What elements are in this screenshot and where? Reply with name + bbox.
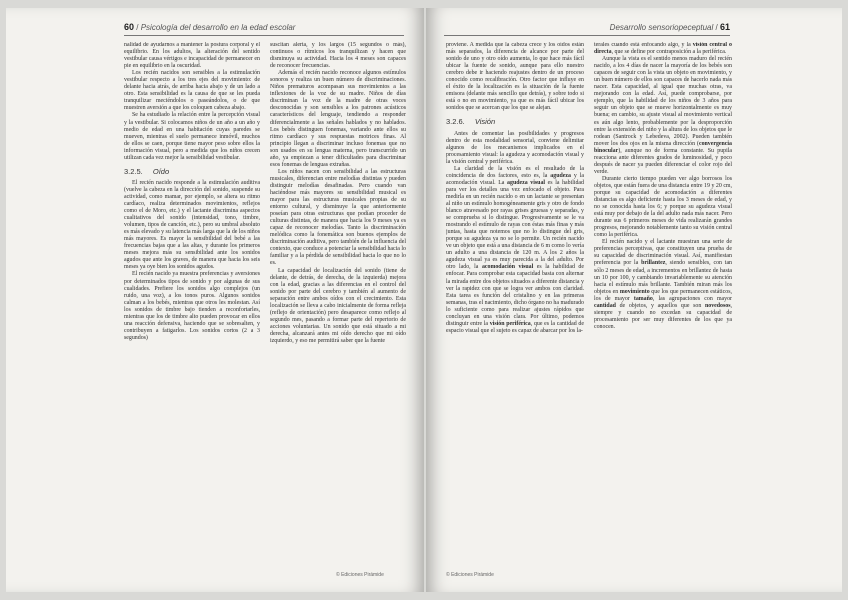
bold-term: agudeza visual <box>507 179 546 186</box>
left-page <box>6 8 424 592</box>
paragraph: El recién nacido responde a la estimulación auditiva (vuelve la cabeza en la dirección del sonido, suspende su actividad, como mamar, por ejemplo, se altera su ritmo cardíaco, realiza determinados movimientos, reflejos como el de Moro, etc.) y el lactante discrimina aspectos cualitativos del sonido (intensidad, tono, timbre, volumen, tipos de canción, etc.), pero su umbral absoluto es más elevado y su latencia más larga que la de los niños más mayores. Es mayor la sensibilidad del bebé a las frecuencias bajas que a las altas, y durante los primeros meses mejora más su sensibilidad ante los sonidos agudos que ante los graves, de manera que hacia los seis meses ya oye bien los sonidos agudos. <box>124 179 260 271</box>
paragraph: La claridad de la visión es el resultado de la coincidencia de dos factores, esto es, la agudeza y la acomodación visual. La agudeza visual es la habilidad para ver los detalles una vez enfocado el objeto. Para medirla en un recién nacido o en un lactante se presentan al niño un estímulo homogéneamente gris y otro de fondo blanco atravesado por rayas grises gruesas y separadas, y se comprueba si lo distingue. Progresivamente se le va mostrando el estímulo de rayas con éstas más finas y más juntas, hasta que notemos que no lo distingue del gris, porque su agudeza ya no se lo permite. Un recién nacido ve un objeto que está a una distancia de 6 m como lo vería un adulto a una distancia de 120 m. A los 2 años la agudeza visual ya es muy parecida a la del adulto. Por otro lado, la acomodación visual es la habilidad de enfocar. Para comprobar esta capacidad basta con alternar la mirada entre dos objetos situados a diferente distancia y ver la rapidez con que se logra ver ambos con claridad. Esta tarea es función del cristalino y en las primeras semanas, tras el nacimiento, dicho órgano no ha madurado lo suficiente como para realizar ajustes rápidos que concluyan en una visión clara. Por último, podemos distinguir entre la visión periférica, que es la cantidad de espacio visual que el sujeto es capaz de abarcar por los la- <box>446 165 584 334</box>
bold-term: visión central o directa <box>594 42 732 56</box>
right-page <box>426 8 842 592</box>
right-running-head: Desarrollo sensoriopeceptual / 61 <box>444 22 730 36</box>
left-footer: © Ediciones Pirámide <box>336 572 384 578</box>
right-running-title: Desarrollo sensoriopeceptual <box>609 23 714 32</box>
paragraph: Se ha estudiado la relación entre la percepción visual y la vestibular. Si colocamos niños de un año a un año y medio de edad en una habitación cuyas paredes se mueven, mientras el suelo permanece inmóvil, muchos de ellos se caen, porque tiene mayor peso sobre ellos la información visual, pero a medida que los niños crecen utilizan cada vez mejor la sensibilidad vestibular. <box>124 112 260 161</box>
section-title: Oído <box>152 166 170 176</box>
right-page-number: 61 <box>719 22 730 32</box>
paragraph: Además el recién nacido reconoce algunos estímulos sonoros y realiza un buen número de discriminaciones. Niños prematuros acompasan sus movimientos a las inflexiones de la voz de su madre. Niños de días discriminan la voz de la madre de otras voces desconocidas y son sensibles a los patrones acústicos característicos del lenguaje, tendiendo a responder diferencialmente a las señales hablados y no hablados. Los bebés distinguen fonemas, variando ante ellos su ritmo cardíaco y sus respuestas motrices finas. Al principio llegan a discriminar incluso fonemas que no son usados en su lengua materna, pero transcurrido un año, ya empiezan a tener dificultades para discriminar esos fonemas de lenguas extrañas. <box>270 70 406 168</box>
right-column-2 <box>594 42 732 562</box>
bold-term: brillantez <box>641 260 666 267</box>
paragraph: Los niños nacen con sensibilidad a las estructuras musicales, diferencian entre melodías distintas y pueden distinguir melodías desafinadas. Pero cuando van haciéndose más mayores su sensibilidad musical es mayor para las estructuras musicales propias de su entorno cultural, y disminuye la que anteriormente poseían para otras estructuras que podían proceder de culturas distintas, de manera que hacia los 9 meses ya es capaz de reconocer melodías. Tanto la discriminación melódica como la fonemática son buenos ejemplos de discriminación auditiva, pero también de la influencia del contexto, que conduce a potenciar la sensibilidad hacia lo familiar y a la pérdida de sensibilidad hacia lo que no lo es. <box>270 168 406 267</box>
bold-term: tamaño <box>633 295 653 302</box>
paragraph: Durante cierto tiempo pueden ver algo borrosos los objetos, que están fuera de una distancia entre 19 y 20 cm, porque su capacidad de acomodación a diferentes distancias es algo deficiente hasta los 3 meses de edad, y no se conocida hasta los 6; y porque su agudeza visual está muy por debajo de la del adulto nada más nacer. Pero durante sus 6 primeros meses de vida realizarán grandes progresos, mejorando notablemente tanto su visión central como la periférica. <box>594 175 732 239</box>
section-number: 3.2.5. <box>124 166 143 176</box>
paragraph: El recién nacido y el lactante muestran una serie de preferencias perceptivas, que constituyen una prueba de su capacidad de discriminación visual. Así, manifiestan preferencia por la brillantez, siendo sensibles, con tan sólo 2 meses de edad, a incrementos en brillantez de hasta un 10 por 100, y cambiando invariablemente su atención hacia el estímulo más brillante. También miran más los objetos en movimiento que los que permanecen estáticos, los de mayor tamaño, las agrupaciones con mayor cantidad de objetos, y aquellos que son novedosos, siempre y cuando no excedan su capacidad de procesamiento por ser muy diferentes de los que ya conocen. <box>594 239 732 330</box>
bold-term: agudeza <box>550 172 571 179</box>
right-column-1 <box>446 42 584 562</box>
left-column-2 <box>270 42 406 562</box>
bold-term: cantidad <box>594 302 616 309</box>
paragraph: Los recién nacidos son sensibles a la estimulación vestibular respecto a los tres ejes del movimiento: de delante hacia atrás, de arriba hacia abajo y de un lado a otro. Esta sensibilidad es la causa de que se les pueda tranquilizar meciéndolos o paseándolos, o de que muestren aversión a que los coloquen cabeza abajo. <box>124 70 260 112</box>
paragraph: nalidad de ayudarnos a mantener la postura corporal y el equilibrio. En los adultos, la alteración del sentido vestibular causa vértigos e incapacidad de permanecer en pie en equilibrio en la oscuridad. <box>124 42 260 70</box>
left-running-head: 60 / Psicología del desarrollo en la edad escolar <box>124 22 404 36</box>
paragraph: El recién nacido ya muestra preferencias y aversiones por determinados tipos de sonido y por algunas de sus cualidades. Prefiere los sonidos algo complejos (un ruido, una voz), a los tonos puros. Algunos sonidos calman a los bebés, mientras que otros les molestan. Así los sonidos de timbre bajo tienden a reconfortarles, mientras que los de timbre alto pueden provocar en ellos una reacción defensiva, haciendo que se sobresalten, y contribuyen a fatigarlos. Los sonidos cortos (2 a 3 segundos) <box>124 271 260 341</box>
section-heading-oido <box>124 168 260 175</box>
paragraph: La capacidad de localización del sonido (tiene de delante, de detrás, de derecha, de la izquierda) mejora con la edad, gracias a las diferencias en el control del sonido por parte del cerebro y también al aumento de separación entre ambos oídos con el crecimiento. Esta localización se lleva a cabo inicialmente de forma refleja (reflejo de orientación) pero desaparece como reflejo al segundo mes, pasando a formar parte del repertorio de acciones voluntarias. Un sonido que está situado a mi derecha, alcanzará antes mi oído derecho que mi oído izquierdo, y eso me permitirá saber que la fuente <box>270 267 406 344</box>
bold-term: novedosos <box>704 302 731 309</box>
paragraph: suscitan alerta, y los largos (15 segundos o más), continuos o rítmicos los tranquilizan y hacen que disminuya su actividad. Hacia los 4 meses son capaces de reconocer frecuencias. <box>270 42 406 70</box>
paragraph: terales cuando está enfocando algo, y la visión central o directa, que se define por contraposición a la periférica. <box>594 42 732 56</box>
left-column-1 <box>124 42 260 562</box>
paragraph: Antes de comentar las posibilidades y progresos dentro de esta modalidad sensorial, conviene delimitar algunos de los mecanismos implicados en el procesamiento visual: la agudeza y acomodación visual y la visión central y periférica. <box>446 130 584 165</box>
left-columns <box>124 42 406 562</box>
right-footer: © Ediciones Pirámide <box>446 572 494 578</box>
paragraph: proviene. A medida que la cabeza crece y los oídos están más separados, la diferencia de alcance por parte del sonido de uno y otro oído aumenta, lo que hace más fácil ubicar la fuente de sonido, aunque para ello nuestro cerebro debe ir haciendo reajustes dentro de un proceso conocido como recalibración. Otro factor que influye en el éxito de la localización es la situación de la fuente emisora (delante más sencillo que detrás), y sobre todo si está o no en movimiento, ya que es más fácil ubicar los sonidos que se acercan que los que se alejan. <box>446 42 584 112</box>
bold-term: convergencia binocular <box>594 140 732 154</box>
bold-term: acomodación visual <box>481 264 534 271</box>
section-heading-vision <box>446 118 584 125</box>
section-title: Visión <box>474 117 496 127</box>
section-number: 3.2.6. <box>446 117 465 127</box>
left-running-title: Psicología del desarrollo en la edad escolar <box>140 23 296 32</box>
left-page-number: 60 <box>124 22 135 32</box>
paragraph: Aunque la vista es el sentido menos maduro del recién nacido, a los 4 días de nacer la mayoría de los bebés son capaces de seguir con la vista un objeto en movimiento, y un buen número de ellos son capaces de hacerlo nada más nacer. Esta capacidad, al igual que muchas otras, va mejorando con la edad. Así, puede comprobarse, por ejemplo, que la habilidad de los niños de 3 años para seguir un objeto que se mueve horizontalmente es muy buena; en cambio, su ajuste visual al movimiento vertical es aún algo lento, probablemente por la desproporción entre la extensión del niño y la altura de los objetos que le rodean (Santrock y Lebedeva, 2002). Pueden también mover los dos ojos en la misma dirección (convergencia binocular), aunque no de forma constante. Su pupila reacciona ante diferentes grados de luminosidad, y poco después de nacer ya pueden diferenciar el color rojo del verde. <box>594 56 732 175</box>
right-columns <box>446 42 732 562</box>
bold-term: movimiento <box>619 288 650 295</box>
bold-term: visión periférica <box>489 320 531 327</box>
